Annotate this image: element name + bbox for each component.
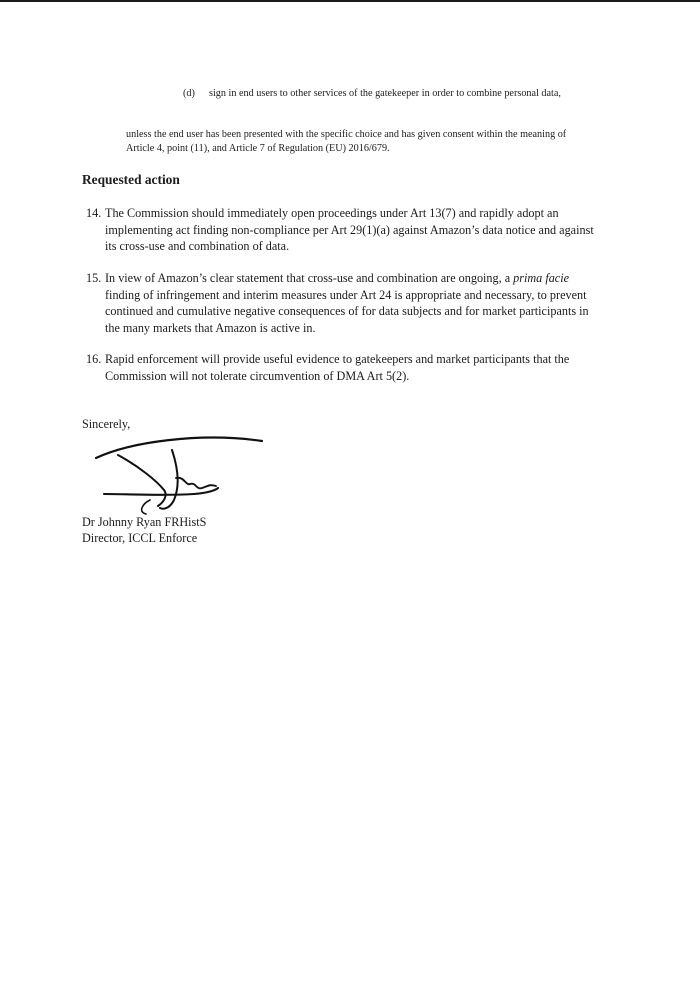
handwritten-signature [90,428,270,524]
paragraph-text-part: finding of infringement and interim measures under Art 24 is appropriate and necessary, to prevent continued and cumulative negative consequences of for data subjects and for market participants in the many markets that Amazon is active in. [105,287,589,335]
quoted-item-text: sign in end users to other services of the gatekeeper in order to combine personal data, [209,88,561,99]
page-top-edge [0,0,700,2]
quoted-tail-paragraph: unless the end user has been presented with the specific choice and has given consent within the meaning of Article 4, point (11), and Article 7 of Regulation (EU) 2016/679. [126,129,567,154]
paragraph-text: Rapid enforcement will provide useful evidence to gatekeepers and market participants that the Commission will not tolerate circumvention of DMA Art 5(2). [105,352,570,383]
paragraph-italic-term: prima facie [513,271,570,285]
numbered-paragraph-15 [86,270,606,336]
signatory-title: Director, ICCL Enforce [82,531,198,545]
numbered-paragraph-14 [86,205,606,255]
paragraph-text-part: In view of Amazon’s clear statement that cross-use and combination are ongoing, a [105,271,514,285]
paragraph-text: The Commission should immediately open proceedings under Art 13(7) and rapidly adopt an implementing act finding non-compliance per Art 29(1)(a) against Amazon’s data notice and against its cross-use and combination of data. [105,206,594,253]
paragraph-number: 15. [86,271,102,285]
signatory-name: Dr Johnny Ryan FRHistS [82,515,207,529]
paragraph-number: 14. [86,206,102,220]
paragraph-number: 16. [86,352,102,366]
section-heading: Requested action [82,172,180,187]
paragraph-text [105,270,606,336]
quoted-item-marker: (d) [183,88,195,99]
closing-salutation: Sincerely, [82,417,131,431]
quoted-list-item-d [183,87,613,101]
numbered-paragraph-16 [86,351,606,384]
